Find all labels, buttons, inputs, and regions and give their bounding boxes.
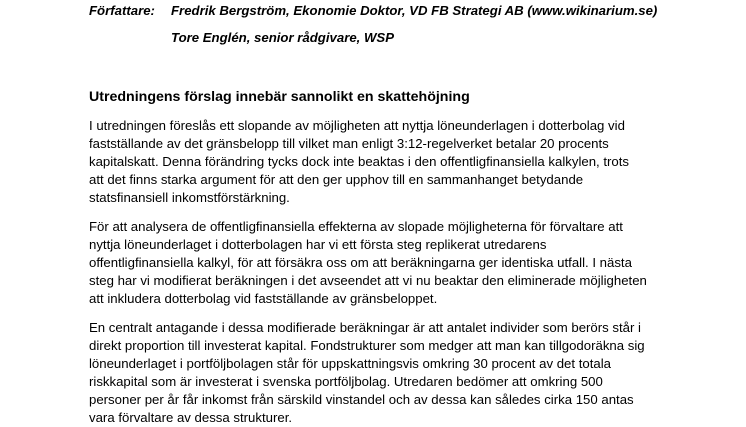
paragraph-line: direkt proportion till investerat kapital. Fondstrukturer som medger att man kan tillgodoräkna sig xyxy=(89,338,645,353)
paragraph-line: att det finns starka argument för att den ger upphov till en sammanhanget betydande xyxy=(89,172,584,187)
paragraph-line: En centralt antagande i dessa modifierade beräkningar är att antalet individer som berörs står i xyxy=(89,320,641,335)
paragraph-line: att inkludera dotterbolag vid fastställande av gränsbeloppet. xyxy=(89,291,438,306)
paragraph-3 xyxy=(89,319,669,427)
paragraph-line: riskkapital som är investerat i svenska portföljbolag. Utredaren bedömer att omkring 500 xyxy=(89,374,603,389)
paragraph-line: personer per år får inkomst från särskild vinstandel och av dessa kan således cirka 150 antas xyxy=(89,392,634,407)
paragraph-line: För att analysera de offentligfinansiella effekterna av slopade möjligheterna för förvaltare att xyxy=(89,219,623,234)
paragraph-line: vara förvaltare av dessa strukturer. xyxy=(89,410,293,425)
paragraph-line: I utredningen föreslås ett slopande av möjligheten att nyttja löneunderlagen i dotterbolag vid xyxy=(89,118,625,133)
paragraph-1 xyxy=(89,117,669,207)
section-heading: Utredningens förslag innebär sannolikt en skattehöjning xyxy=(89,89,470,105)
paragraph-line: fastställande av det gränsbelopp till vilket man enligt 3:12-regelverket betalar 20 procents xyxy=(89,136,609,151)
paragraph-line: steg har vi modifierat beräkningen i det avseendet att vi nu beaktar den eliminerade möjligheten xyxy=(89,273,647,288)
paragraph-line: nyttja löneunderlaget i dotterbolagen har vi ett första steg replikerat utredarens xyxy=(89,237,547,252)
authors-label: Författare: xyxy=(89,3,155,18)
author-name-1: Fredrik Bergström, Ekonomie Doktor, VD FB Strategi AB (www.wikinarium.se) xyxy=(171,3,658,18)
paragraph-line: statsfinansiell inkomstförstärkning. xyxy=(89,190,290,205)
author-name-2: Tore Englén, senior rådgivare, WSP xyxy=(171,30,395,45)
paragraph-2 xyxy=(89,218,669,308)
paragraph-line: kapitalskatt. Denna förändring tycks dock inte beaktas i den offentligfinansiella kalkylen, trots xyxy=(89,154,630,169)
paragraph-line: löneunderlaget i portföljbolagen står för uppskattningsvis omkring 30 procent av det totala xyxy=(89,356,611,371)
paragraph-line: offentligfinansiella kalkyl, för att försäkra oss om att beräkningarna ger identiska utfall. I nästa xyxy=(89,255,632,270)
